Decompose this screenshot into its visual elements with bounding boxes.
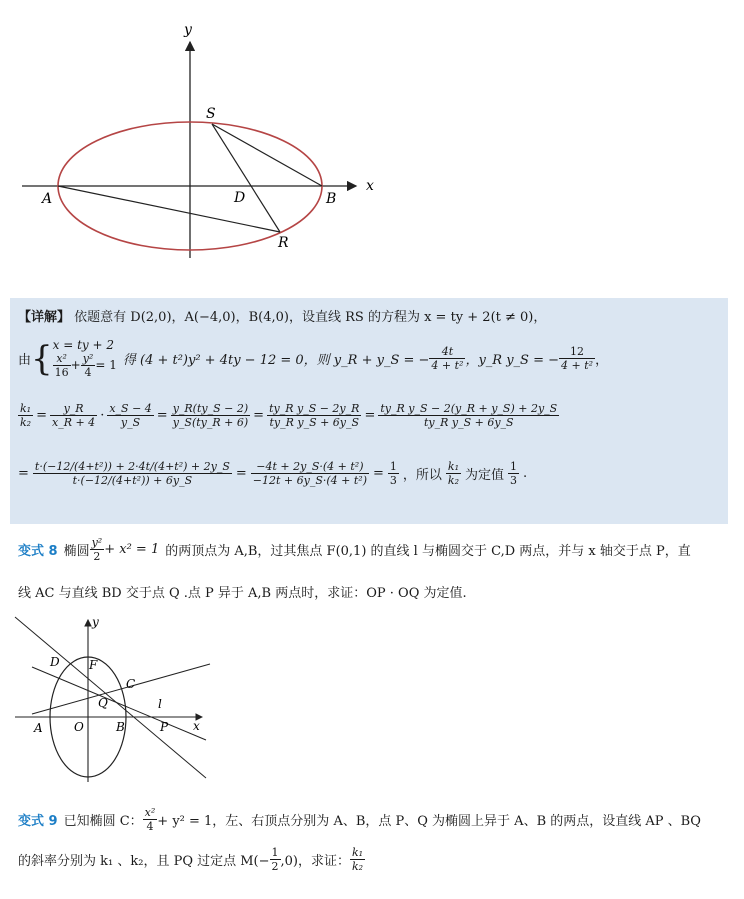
product-fraction: $\frac{12}{\text{4 + t²}}$ — [561, 345, 594, 372]
label2-O: O — [74, 720, 84, 734]
k-ratio: $\frac{\text{k₁}}{\text{k₂}}$ — [20, 402, 32, 429]
m-fraction: $\frac{1}{2}$ — [271, 846, 279, 873]
line-SR — [212, 124, 280, 232]
variant8-line-1: 变式 8 椭圆 $\frac{\text{y²}}{2}$ + x² = 1 的两顶点为 A,B，过其焦点 F(0,1) 的直线 l 与椭圆交于 C,D 两点，并与 x 轴交于点 P，直 — [18, 536, 691, 563]
frac-g2: $\frac{\text{−4t + 2y\_S·(4 + t²)}}{\text{−12t + 6y\_S·(4 + t²)}}$ — [252, 460, 367, 487]
frac-f5: $\frac{\text{ty\_R y\_S − 2(y\_R + y\_S) + 2y\_S}}{\text{ty\_R y\_S + 6y\_S}}$ — [380, 402, 558, 429]
label2-B: B — [116, 720, 125, 734]
solution-box — [10, 298, 728, 524]
frac-f1: $\frac{y\_R}{x\_R + 4}$ — [51, 402, 96, 429]
ellipse-figure-2 — [10, 612, 220, 787]
frac-f2: $\frac{x\_S - 4}{y\_S}$ — [109, 402, 152, 429]
label-A: A — [42, 191, 53, 207]
line2-mid: 得 (4 + t²)y² + 4ty − 12 = 0，则 y_R + y_S = − — [122, 353, 430, 368]
label-B: B — [326, 191, 337, 207]
variant9-line-1: 变式 9 已知椭圆 C： $\frac{\text{x²}}{4}$ + y² = 1，左、右顶点分别为 A、B，点 P、Q 为椭圆上异于 A、B 的两点，设直线 AP 、BQ — [18, 806, 701, 833]
label2-C: C — [126, 677, 136, 691]
solution-line-2: 由 { x = ty + 2 $\frac{\text{x²}}{16}$ + $\frac{\text{y²}}{4}$ = 1 得 (4 + t²)y² + 4ty − 12 = 0，则 y_R + y_S = − $\frac{4t}{\text{4 + t²}}$ ，y_R y_S = − $\frac{12}{\text{4 + t²}}$ ， — [18, 338, 609, 379]
label-S: S — [206, 106, 216, 122]
variant8-title: 变式 8 — [18, 544, 58, 559]
label2-l: l — [158, 697, 162, 711]
product-label: ，y_R y_S = − — [465, 353, 560, 368]
label2-y: y — [92, 615, 99, 629]
variant8-line-2: 线 AC 与直线 BD 交于点 Q .点 P 异于 A,B 两点时，求证：OP · OQ 为定值. — [18, 586, 467, 601]
system-brace: { — [31, 338, 53, 379]
label2-A: A — [34, 721, 43, 735]
solution-heading: 【详解】 — [18, 310, 71, 325]
system-eq-2: $\frac{\text{x²}}{16}$ + $\frac{\text{y²}}{4}$ = 1 — [54, 352, 117, 379]
solution-line-4: = $\frac{\text{t·(−12/(4+t²)) + 2·4t/(4+t²) + 2y\_S}}{\text{t·(−12/(4+t²)) + 6y\_S}}$ = $\frac{\text{−4t + 2y\_S·(4 + t²)}}{\text{−12t + 6y\_S·(4 + t²)}}$ = $\frac{1}{3}$ ，所以 $\frac{\text{k₁}}{\text{k₂}}$ 为定值 $\frac{1}{3}$ . — [18, 460, 528, 487]
conclusion-value: $\frac{1}{3}$ — [510, 460, 518, 487]
frac-g3: $\frac{1}{3}$ — [389, 460, 397, 487]
equation-system — [53, 338, 117, 379]
variant9-k-ratio: $\frac{\text{k₁}}{\text{k₂}}$ — [352, 846, 364, 873]
sum-fraction: $\frac{4t}{\text{4 + t²}}$ — [431, 345, 464, 372]
variant9-equation: $\frac{\text{x²}}{4}$ — [144, 806, 156, 833]
line2-prefix: 由 — [18, 353, 32, 368]
line-DB-extended — [15, 617, 206, 778]
solution-line1-text: 依题意有 D(2,0)，A(−4,0)，B(4,0)，设直线 RS 的方程为 x = ty + 2(t ≠ 0)， — [74, 310, 547, 325]
ellipse-figure-1 — [0, 0, 744, 295]
label-x: x — [366, 178, 374, 194]
solution-line-3: $\frac{\text{k₁}}{\text{k₂}}$ = $\frac{y\_R}{x\_R + 4}$ · $\frac{x\_S - 4}{y\_S}$ = $\frac{y\_R(ty\_S - 2)}{y\_S(ty\_R + 6)}$ = $\frac{\text{ty\_R y\_S − 2y\_R}}{\text{ty\_R y\_S + 6y\_S}}$ = $\frac{\text{ty\_R y\_S − 2(y\_R + y\_S) + 2y\_S}}{\text{ty\_R y\_S + 6y\_S}}$ — [20, 402, 558, 429]
line-AR — [58, 186, 280, 232]
variant9-line-2: 的斜率分别为 k₁ 、k₂，且 PQ 过定点 M(− $\frac{1}{2}$ ,0)，求证： $\frac{\text{k₁}}{\text{k₂}}$ — [18, 846, 364, 873]
label2-F: F — [89, 658, 98, 672]
frac-g1: $\frac{\text{t·(−12/(4+t²)) + 2·4t/(4+t²) + 2y\_S}}{\text{t·(−12/(4+t²)) + 6y\_S}}$ — [34, 460, 230, 487]
conclusion-mid: 为定值 — [465, 468, 505, 483]
label2-P: P — [160, 720, 169, 734]
conclusion-k-ratio: $\frac{\text{k₁}}{\text{k₂}}$ — [447, 460, 459, 487]
frac-f4: $\frac{\text{ty\_R y\_S − 2y\_R}}{\text{ty\_R y\_S + 6y\_S}}$ — [269, 402, 360, 429]
label2-x: x — [193, 719, 200, 733]
variant9-title: 变式 9 — [18, 814, 58, 829]
label-D: D — [234, 190, 246, 206]
solution-line-1 — [18, 306, 546, 325]
label-R: R — [278, 235, 289, 251]
system-eq-1: x = ty + 2 — [52, 338, 115, 352]
variant8-equation: $\frac{\text{y²}}{2}$ — [91, 536, 103, 563]
label-y: y — [184, 22, 192, 38]
label2-Q: Q — [98, 696, 108, 710]
frac-f3: $\frac{y\_R(ty\_S - 2)}{y\_S(ty\_R + 6)}$ — [172, 402, 249, 429]
label2-D: D — [50, 655, 60, 669]
conclusion-prefix: ，所以 — [402, 468, 442, 483]
